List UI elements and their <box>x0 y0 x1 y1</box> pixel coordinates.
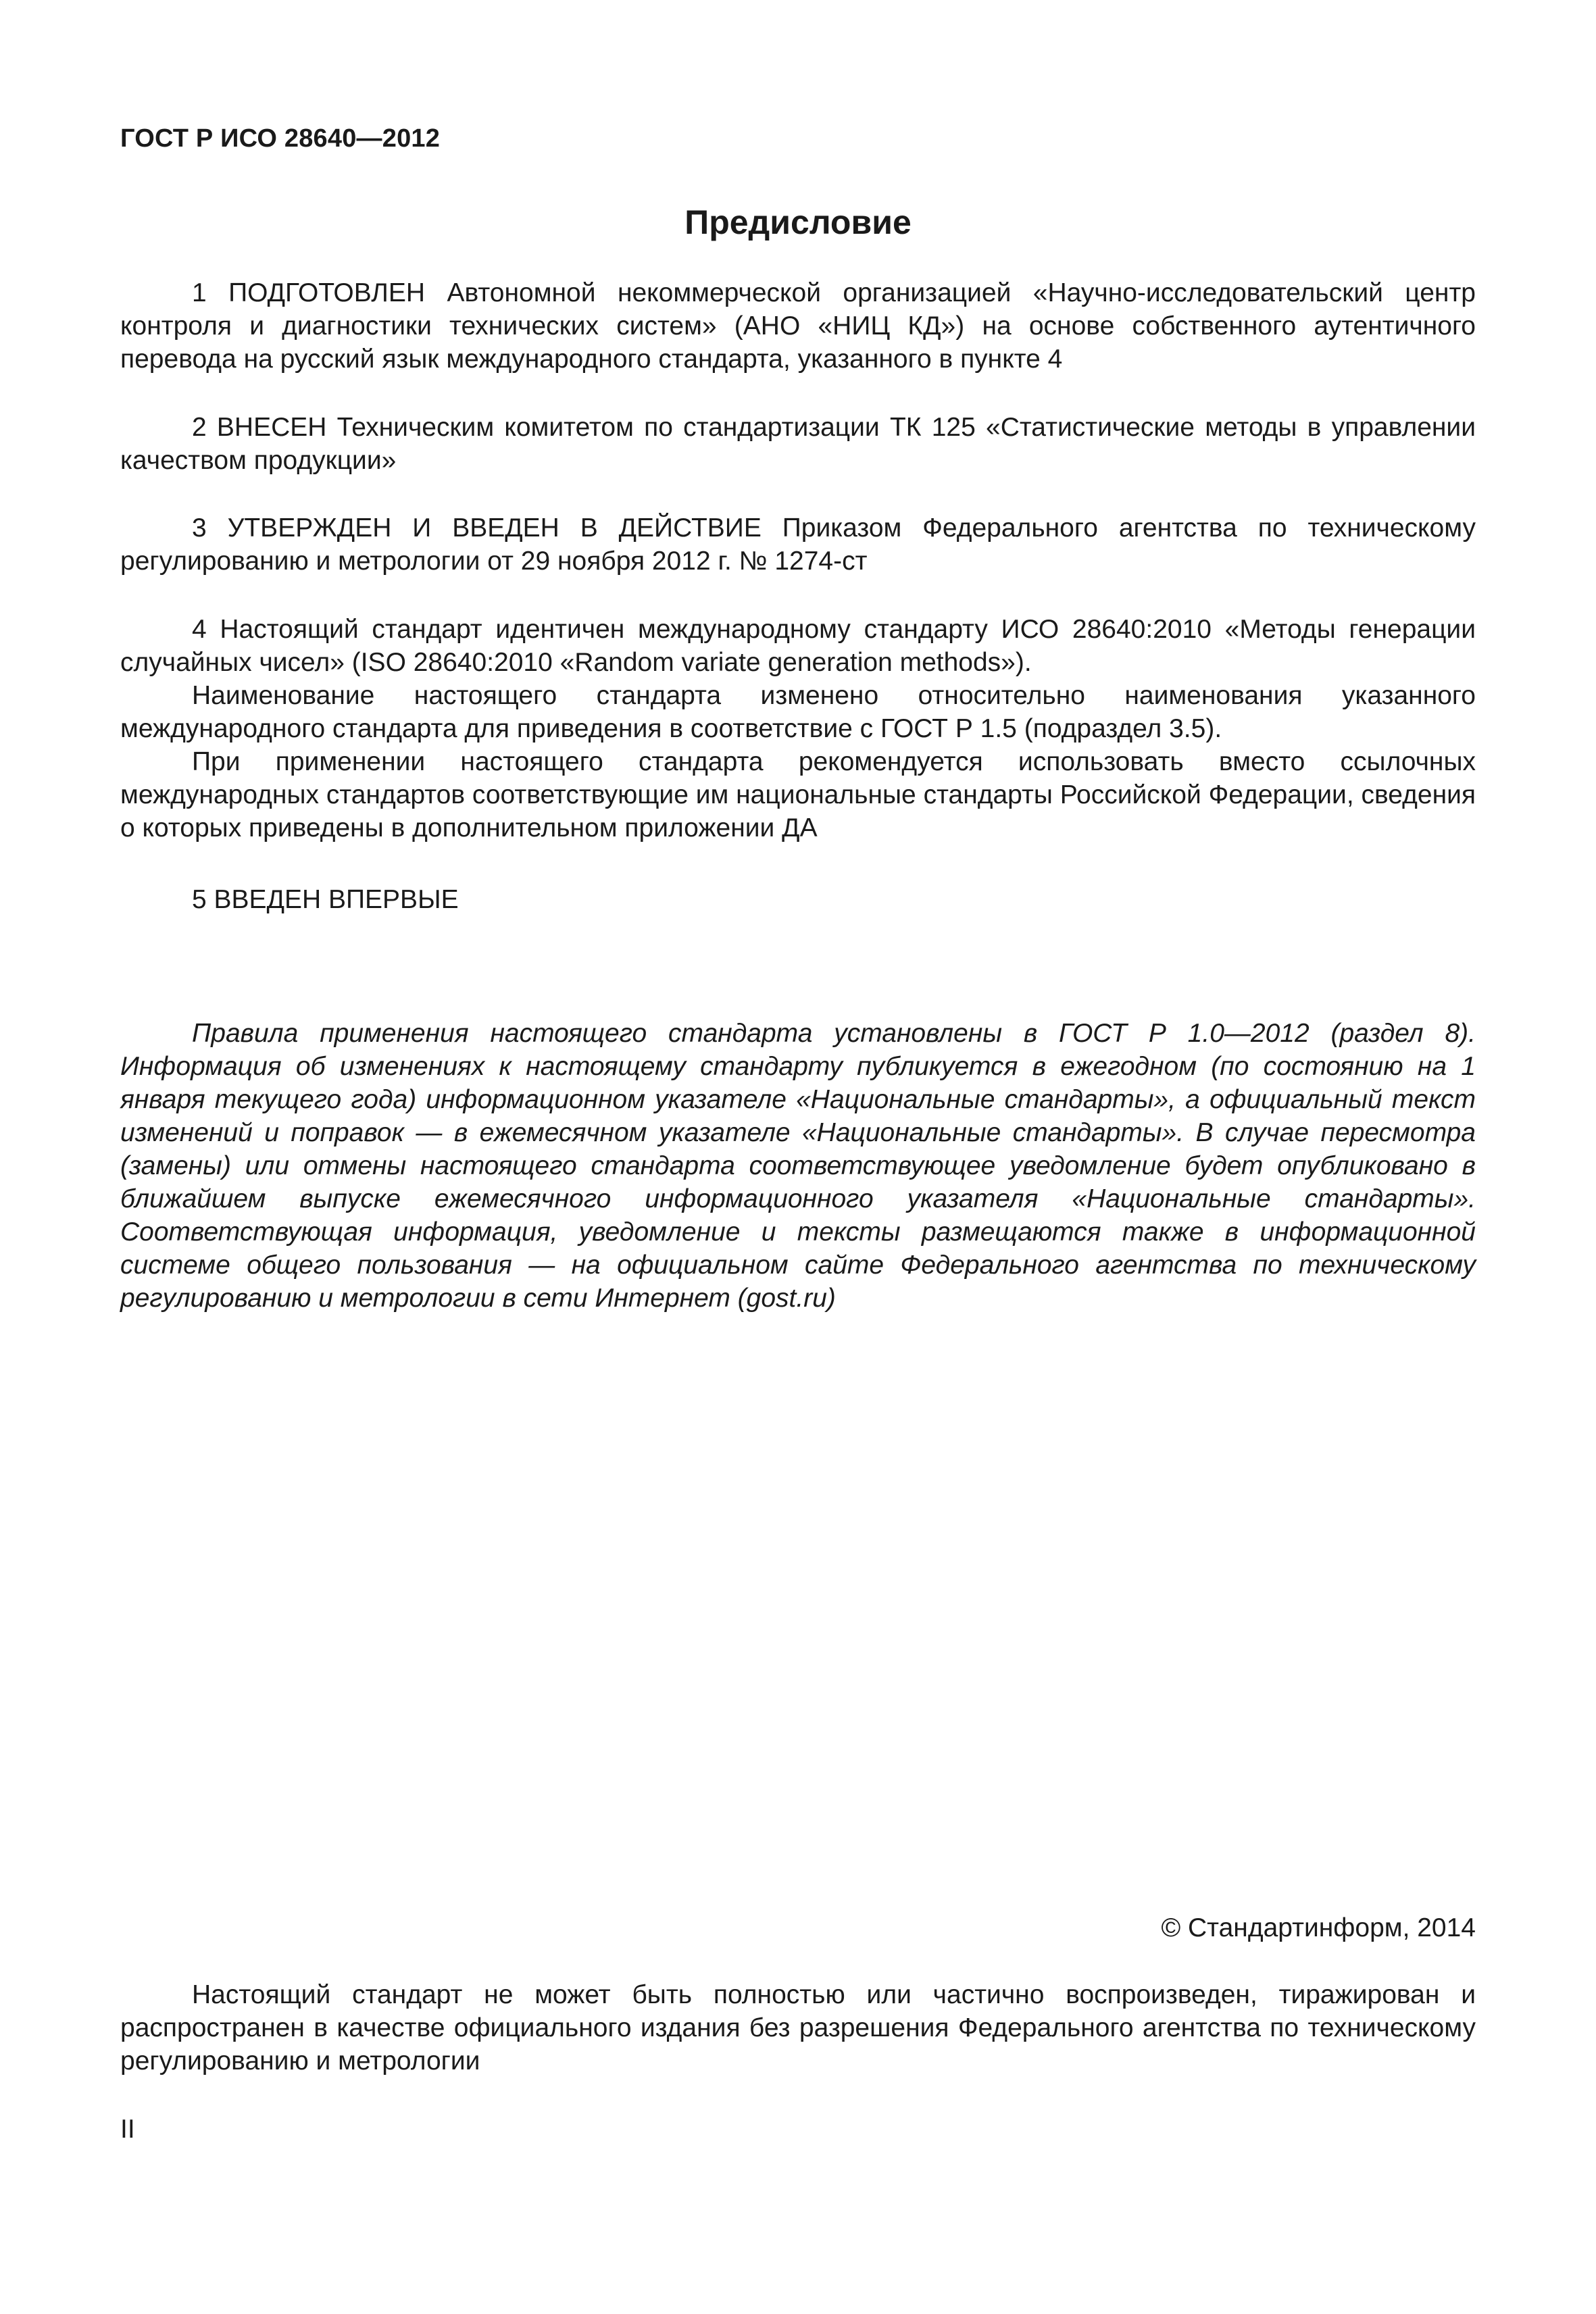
section-4 <box>120 613 1476 845</box>
section-4-paragraph-3: При применении настоящего стандарта рекомендуется использовать вместо ссылочных международных стандартов соответствующие им национальные стандарты Российской Федерации, сведения о которых приведены в дополнительном приложении ДА <box>120 747 1476 842</box>
section-2 <box>120 411 1476 477</box>
section-3 <box>120 511 1476 578</box>
application-notice <box>120 1017 1476 1315</box>
section-4-paragraph-2: Наименование настоящего стандарта изменено относительно наименования указанного международного стандарта для приведения в соответствие с ГОСТ Р 1.5 (подраздел 3.5). <box>120 681 1476 743</box>
document-code: ГОСТ Р ИСО 28640—2012 <box>120 124 441 153</box>
section-4-paragraph-1: 4 Настоящий стандарт идентичен международному стандарту ИСО 28640:2010 «Методы генерации случайных чисел» (ISO 28640:2010 «Random variate generation methods»). <box>120 615 1476 677</box>
page-number: II <box>120 2115 135 2144</box>
section-1-text: 1 ПОДГОТОВЛЕН Автономной некоммерческой организацией «Научно-исследовательский центр контроля и диагностики технических систем» (АНО «НИЦ КД») на основе собственного аутентичного перевода на русский язык международного стандарта, указанного в пункте 4 <box>120 278 1476 374</box>
section-5 <box>120 883 1476 916</box>
page-title: Предисловие <box>684 203 912 241</box>
reproduction-rights-text: Настоящий стандарт не может быть полностью или частично воспроизведен, тиражирован и распространен в качестве официального издания без разрешения Федерального агентства по техническому регулированию и метрологии <box>120 1980 1476 2076</box>
copyright-notice: © Стандартинформ, 2014 <box>1161 1913 1476 1942</box>
section-3-text: 3 УТВЕРЖДЕН И ВВЕДЕН В ДЕЙСТВИЕ Приказом Федерального агентства по техническому регулированию и метрологии от 29 ноября 2012 г. № 1274-ст <box>120 513 1476 576</box>
section-1 <box>120 276 1476 376</box>
reproduction-rights <box>120 1978 1476 2078</box>
section-2-text: 2 ВНЕСЕН Техническим комитетом по стандартизации ТК 125 «Статистические методы в управлении качеством продукции» <box>120 413 1476 475</box>
section-5-text: 5 ВВЕДЕН ВПЕРВЫЕ <box>192 885 459 914</box>
application-notice-text: Правила применения настоящего стандарта установлены в ГОСТ Р 1.0—2012 (раздел 8). Информация об изменениях к настоящему стандарту публикуется в ежегодном (по состоянию на 1 января текущего года) информационном указателе «Национальные стандарты», а официальный текст изменений и поправок — в ежемесячном указателе «Национальные стандарты». В случае пересмотра (замены) или отмены настоящего стандарта соответствующее уведомление будет опубликовано в ближайшем выпуске ежемесячного информационного указателя «Национальные стандарты». Соответствующая информация, уведомление и тексты размещаются также в информационной системе общего пользования — на официальном сайте Федерального агентства по техническому регулированию и метрологии в сети Интернет (gost.ru) <box>120 1019 1476 1313</box>
